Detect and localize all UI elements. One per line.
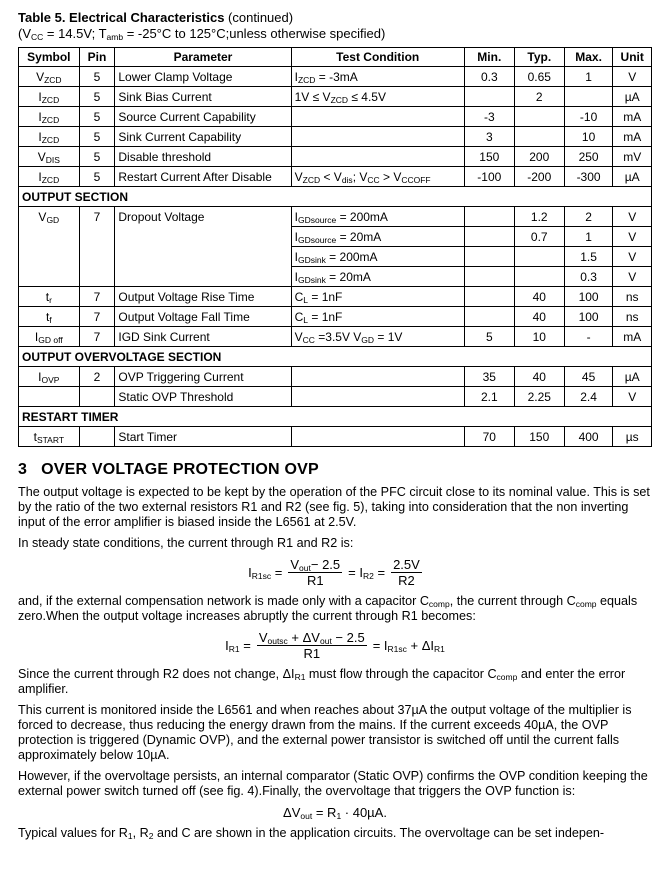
text: V: [294, 169, 303, 184]
unit-cell: µA: [613, 87, 652, 107]
text: I: [294, 249, 298, 264]
column-header: Typ.: [514, 48, 564, 67]
text: =: [373, 565, 386, 580]
pin-cell: 5: [79, 127, 115, 147]
parameter-cell: Start Timer: [115, 427, 291, 447]
electrical-characteristics-table: [18, 47, 652, 447]
text: 1V ≤ V: [294, 89, 331, 104]
text: t: [45, 309, 50, 324]
text: must flow through the capacitor C: [305, 667, 497, 681]
unit-cell: mV: [613, 147, 652, 167]
pin-cell: 5: [79, 147, 115, 167]
table-row: [19, 87, 652, 107]
text: + ΔV: [287, 630, 320, 645]
subscript: comp: [496, 672, 518, 682]
paragraph: [18, 594, 652, 624]
pin-cell: 5: [79, 167, 115, 187]
eq-rhs: [373, 638, 445, 653]
test-condition-cell: [291, 147, 464, 167]
text: 2.5V: [393, 557, 420, 572]
text: =3.5V V: [314, 329, 362, 344]
subscript: R1: [228, 644, 240, 654]
typ-cell: 200: [514, 147, 564, 167]
max-cell: -: [564, 327, 613, 347]
symbol-cell: [19, 167, 80, 187]
subscript: out: [319, 636, 332, 646]
column-header: Test Condition: [291, 48, 464, 67]
unit-cell: V: [613, 387, 652, 407]
table-header-row: [19, 48, 652, 67]
text: + ΔI: [406, 638, 435, 653]
subscript: DIS: [45, 154, 60, 165]
text: and enter the error amplifier.: [18, 667, 626, 696]
pin-cell: 5: [79, 67, 115, 87]
text: = 1nF: [308, 309, 343, 324]
section-heading: [18, 461, 652, 479]
min-cell: 150: [464, 147, 514, 167]
subscript: ZCD: [330, 94, 349, 105]
text: and, if the external compensation network is made only with a capacitor C: [18, 594, 429, 608]
max-cell: -10: [564, 107, 613, 127]
subscript: comp: [575, 599, 597, 609]
subscript: outsc: [267, 636, 288, 646]
subscript: 1: [336, 811, 342, 821]
symbol-cell: [19, 327, 80, 347]
symbol-cell: [19, 147, 80, 167]
text: and C are shown in the application circuits. The overvoltage can be set indepen-: [153, 826, 605, 840]
typ-cell: [514, 247, 564, 267]
table-row: [19, 127, 652, 147]
text: I: [294, 269, 298, 284]
text: ; V: [352, 169, 368, 184]
paragraph: [18, 485, 652, 530]
text: Since the current through R2 does not change, ΔI: [18, 667, 295, 681]
text: equals zero.When the output voltage increases abruptly the current through R1 becomes:: [18, 594, 638, 623]
paragraph: [18, 826, 652, 841]
typ-cell: 0.7: [514, 227, 564, 247]
subscript: 2: [148, 831, 154, 841]
test-condition-cell: [291, 327, 464, 347]
max-cell: 250: [564, 147, 613, 167]
parameter-cell: Restart Current After Disable: [115, 167, 291, 187]
typ-cell: [514, 267, 564, 287]
min-cell: [464, 247, 514, 267]
text: · 40µA.: [341, 805, 387, 820]
column-header: Min.: [464, 48, 514, 67]
unit-cell: µA: [613, 167, 652, 187]
denominator: [398, 573, 415, 588]
text: = 14.5V; T: [43, 26, 107, 41]
text: I: [38, 369, 42, 384]
test-condition-cell: [291, 427, 464, 447]
paragraph: [18, 703, 652, 763]
text: I: [34, 329, 39, 344]
test-condition-cell: [291, 87, 464, 107]
text: = 20mA: [336, 229, 382, 244]
equation-1: [18, 557, 652, 588]
min-cell: 0.3: [464, 67, 514, 87]
parameter-cell: Disable threshold: [115, 147, 291, 167]
max-cell: -300: [564, 167, 613, 187]
subscript: out: [300, 811, 313, 821]
table-row: [19, 387, 652, 407]
eq-lhs: [248, 565, 282, 580]
subscript: ZCD: [41, 174, 60, 185]
subscript: ZCD: [44, 74, 62, 85]
table-conditions: [18, 26, 652, 41]
subscript: CCOFF: [401, 174, 431, 185]
text: However, if the overvoltage persists, an internal comparator (Static OVP) confirms the OVP condition keeping the external power switch turned off (see fig. 4).Finally, the overvoltage that triggers the OVP function is:: [18, 769, 648, 798]
unit-cell: mA: [613, 327, 652, 347]
paragraph: [18, 536, 652, 551]
typ-cell: 1.2: [514, 207, 564, 227]
text: = 200mA: [325, 249, 378, 264]
parameter-cell: Output Voltage Fall Time: [115, 307, 291, 327]
parameter-cell: Source Current Capability: [115, 107, 291, 127]
parameter-cell: Static OVP Threshold: [115, 387, 291, 407]
min-cell: [464, 227, 514, 247]
text: t: [45, 289, 50, 304]
parameter-cell: Dropout Voltage: [115, 207, 291, 287]
text: I: [38, 109, 42, 124]
paragraph: [18, 769, 652, 799]
table-row: [19, 107, 652, 127]
parameter-cell: Sink Bias Current: [115, 87, 291, 107]
subscript: ZCD: [297, 74, 316, 85]
text: =: [239, 638, 251, 653]
test-condition-cell: [291, 387, 464, 407]
subscript: comp: [428, 599, 450, 609]
text: ≤ 4.5V: [348, 89, 386, 104]
subscript: R1sc: [387, 644, 407, 654]
section-label: RESTART TIMER: [19, 407, 652, 427]
min-cell: [464, 87, 514, 107]
text: The output voltage is expected to be kept by the operation of the PFC circuit close to its nominal value. This is set by the ratio of the two external resistors R1 and R2 (see fig. 5), taking into consideration that the non inverting input of the error amplifier is biased inside the L6561 at 2.5V.: [18, 485, 650, 529]
subscript: R2: [362, 571, 374, 581]
test-condition-cell: [291, 307, 464, 327]
text: C: [294, 309, 304, 324]
min-cell: [464, 267, 514, 287]
symbol-cell: [19, 367, 80, 387]
typ-cell: 40: [514, 367, 564, 387]
text: V: [36, 69, 45, 84]
pin-cell: 2: [79, 367, 115, 387]
denominator: [307, 573, 324, 588]
subscript: GD off: [38, 334, 63, 345]
parameter-cell: Output Voltage Rise Time: [115, 287, 291, 307]
unit-cell: ns: [613, 307, 652, 327]
parameter-cell: IGD Sink Current: [115, 327, 291, 347]
subscript: GDsource: [297, 234, 337, 245]
subscript: GDsink: [297, 254, 326, 265]
text: R1: [303, 646, 321, 661]
subscript: GDsource: [297, 214, 337, 225]
equation-2: [18, 630, 652, 661]
subscript: OVP: [41, 374, 60, 385]
symbol-cell: [19, 387, 80, 407]
table-row: [19, 427, 652, 447]
typ-cell: [514, 127, 564, 147]
subscript: out: [299, 563, 311, 573]
subscript: L: [303, 314, 309, 325]
unit-cell: µA: [613, 367, 652, 387]
symbol-cell: [19, 427, 80, 447]
symbol-cell: [19, 67, 80, 87]
section-row: [19, 187, 652, 207]
pin-cell: 5: [79, 87, 115, 107]
typ-cell: 2.25: [514, 387, 564, 407]
section-label: OUTPUT SECTION: [19, 187, 652, 207]
text: V: [37, 149, 46, 164]
subscript: ZCD: [41, 114, 60, 125]
test-condition-cell: [291, 167, 464, 187]
table-row: [19, 327, 652, 347]
unit-cell: V: [613, 267, 652, 287]
text: This current is monitored inside the L6561 and when reaches about 37µA the output voltage of the multiplier is forced to decrease, thus reducing the energy drawn from the mains. If the current exceeds 40µA, the OVP protection is triggered (Dynamic OVP), and the external power transistor is switched off until the current falls approximately below 10µA.: [18, 703, 632, 762]
max-cell: 45: [564, 367, 613, 387]
section-label: OUTPUT OVERVOLTAGE SECTION: [19, 347, 652, 367]
min-cell: 5: [464, 327, 514, 347]
min-cell: -100: [464, 167, 514, 187]
column-header: Pin: [79, 48, 115, 67]
text: = R: [312, 805, 337, 820]
symbol-cell: [19, 87, 80, 107]
typ-cell: -200: [514, 167, 564, 187]
table-row: [19, 207, 652, 227]
pin-cell: 7: [79, 327, 115, 347]
subscript: dis: [341, 174, 353, 185]
subscript: R1: [294, 672, 306, 682]
paragraph: [18, 667, 652, 697]
fraction: [288, 557, 342, 588]
subscript: R1sc: [251, 571, 272, 581]
text: In steady state conditions, the current through R1 and R2 is:: [18, 536, 354, 550]
min-cell: 2.1: [464, 387, 514, 407]
max-cell: [564, 87, 613, 107]
text: R2: [398, 573, 415, 588]
unit-cell: mA: [613, 107, 652, 127]
typ-cell: 2: [514, 87, 564, 107]
fraction: [391, 557, 422, 588]
text: R1: [306, 573, 324, 588]
text: = -25°C to 125°C;unless otherwise specified): [123, 26, 386, 41]
text: ΔV: [283, 805, 301, 820]
text: I: [38, 89, 42, 104]
subscript: CC: [31, 32, 44, 42]
text: = 200mA: [336, 209, 388, 224]
max-cell: 1.5: [564, 247, 613, 267]
subscript: CC: [302, 334, 315, 345]
subscript: f: [49, 314, 52, 325]
test-condition-cell: [291, 227, 464, 247]
min-cell: [464, 207, 514, 227]
unit-cell: V: [613, 67, 652, 87]
min-cell: [464, 307, 514, 327]
pin-cell: 7: [79, 307, 115, 327]
typ-cell: [514, 107, 564, 127]
parameter-cell: Lower Clamp Voltage: [115, 67, 291, 87]
text: > V: [379, 169, 402, 184]
test-condition-cell: [291, 107, 464, 127]
text: V: [294, 329, 303, 344]
text: = I: [372, 638, 388, 653]
symbol-cell: [19, 307, 80, 327]
min-cell: [464, 287, 514, 307]
typ-cell: 0.65: [514, 67, 564, 87]
subscript: ZCD: [302, 174, 321, 185]
pin-cell: [79, 427, 115, 447]
max-cell: 2: [564, 207, 613, 227]
subscript: R1: [434, 644, 445, 654]
typ-cell: 40: [514, 287, 564, 307]
test-condition-cell: [291, 247, 464, 267]
unit-cell: µs: [613, 427, 652, 447]
symbol-cell: [19, 127, 80, 147]
text: = -3mA: [315, 69, 358, 84]
symbol-cell: [19, 207, 80, 287]
text: = 1V: [374, 329, 403, 344]
table-row: [19, 367, 652, 387]
pin-cell: [79, 387, 115, 407]
test-condition-cell: [291, 367, 464, 387]
subscript: GD: [361, 334, 375, 345]
text: I: [38, 169, 42, 184]
unit-cell: ns: [613, 287, 652, 307]
eq-lhs: [225, 638, 251, 653]
parameter-cell: OVP Triggering Current: [115, 367, 291, 387]
text: V: [38, 210, 47, 224]
max-cell: 1: [564, 227, 613, 247]
min-cell: 70: [464, 427, 514, 447]
text: V: [258, 630, 268, 645]
min-cell: -3: [464, 107, 514, 127]
text: C: [294, 289, 304, 304]
table-row: [19, 287, 652, 307]
subscript: GD: [46, 215, 60, 225]
unit-cell: V: [613, 207, 652, 227]
max-cell: 2.4: [564, 387, 613, 407]
test-condition-cell: [291, 287, 464, 307]
table-title-bold: Table 5. Electrical Characteristics: [18, 10, 225, 25]
pin-cell: 7: [79, 207, 115, 287]
symbol-cell: [19, 287, 80, 307]
subscript: GDsink: [297, 274, 326, 285]
symbol-cell: [19, 107, 80, 127]
test-condition-cell: [291, 67, 464, 87]
section-row: [19, 347, 652, 367]
text: I: [294, 69, 298, 84]
text: V: [290, 557, 300, 572]
unit-cell: mA: [613, 127, 652, 147]
text: =: [271, 565, 283, 580]
text: t: [33, 429, 37, 444]
text: (V: [18, 26, 31, 41]
text: I: [225, 638, 229, 653]
unit-cell: V: [613, 227, 652, 247]
table-row: [19, 67, 652, 87]
max-cell: 400: [564, 427, 613, 447]
table-title: [18, 10, 652, 25]
table-row: [19, 167, 652, 187]
eq-mid: [348, 565, 385, 580]
subscript: 1: [127, 831, 133, 841]
text: = 1nF: [308, 289, 343, 304]
unit-cell: V: [613, 247, 652, 267]
min-cell: 3: [464, 127, 514, 147]
parameter-cell: Sink Current Capability: [115, 127, 291, 147]
subscript: L: [303, 294, 309, 305]
text: = 20mA: [325, 269, 371, 284]
text: Typical values for R: [18, 826, 128, 840]
max-cell: 0.3: [564, 267, 613, 287]
column-header: Max.: [564, 48, 613, 67]
text: I: [38, 129, 42, 144]
column-header: Parameter: [115, 48, 291, 67]
text: , the current through C: [449, 594, 576, 608]
subscript: amb: [106, 32, 124, 42]
subscript: r: [49, 294, 52, 305]
max-cell: 1: [564, 67, 613, 87]
denominator: [303, 646, 320, 661]
test-condition-cell: [291, 207, 464, 227]
table-row: [19, 307, 652, 327]
table-row: [19, 147, 652, 167]
numerator: [257, 630, 367, 646]
subscript: CC: [367, 174, 380, 185]
column-header: Symbol: [19, 48, 80, 67]
section-number: 3: [18, 461, 28, 478]
max-cell: 10: [564, 127, 613, 147]
text: = I: [348, 565, 363, 580]
pin-cell: 7: [79, 287, 115, 307]
text: I: [294, 229, 298, 244]
test-condition-cell: [291, 267, 464, 287]
test-condition-cell: [291, 127, 464, 147]
text: , R: [132, 826, 149, 840]
subscript: ZCD: [41, 94, 60, 105]
text: I: [294, 209, 298, 224]
typ-cell: 10: [514, 327, 564, 347]
column-header: Unit: [613, 48, 652, 67]
typ-cell: 150: [514, 427, 564, 447]
numerator: [288, 557, 342, 573]
text: − 2.5: [331, 630, 365, 645]
typ-cell: 40: [514, 307, 564, 327]
text: < V: [320, 169, 342, 184]
section-row: [19, 407, 652, 427]
section-title: OVER VOLTAGE PROTECTION OVP: [41, 461, 319, 478]
subscript: ZCD: [41, 134, 60, 145]
numerator: [391, 557, 422, 573]
fraction: [257, 630, 367, 661]
text: I: [248, 565, 252, 580]
pin-cell: 5: [79, 107, 115, 127]
text: − 2.5: [310, 557, 341, 572]
max-cell: 100: [564, 307, 613, 327]
subscript: START: [36, 434, 65, 445]
table-title-suffix: (continued): [224, 10, 294, 25]
min-cell: 35: [464, 367, 514, 387]
equation-3: [18, 805, 652, 820]
max-cell: 100: [564, 287, 613, 307]
